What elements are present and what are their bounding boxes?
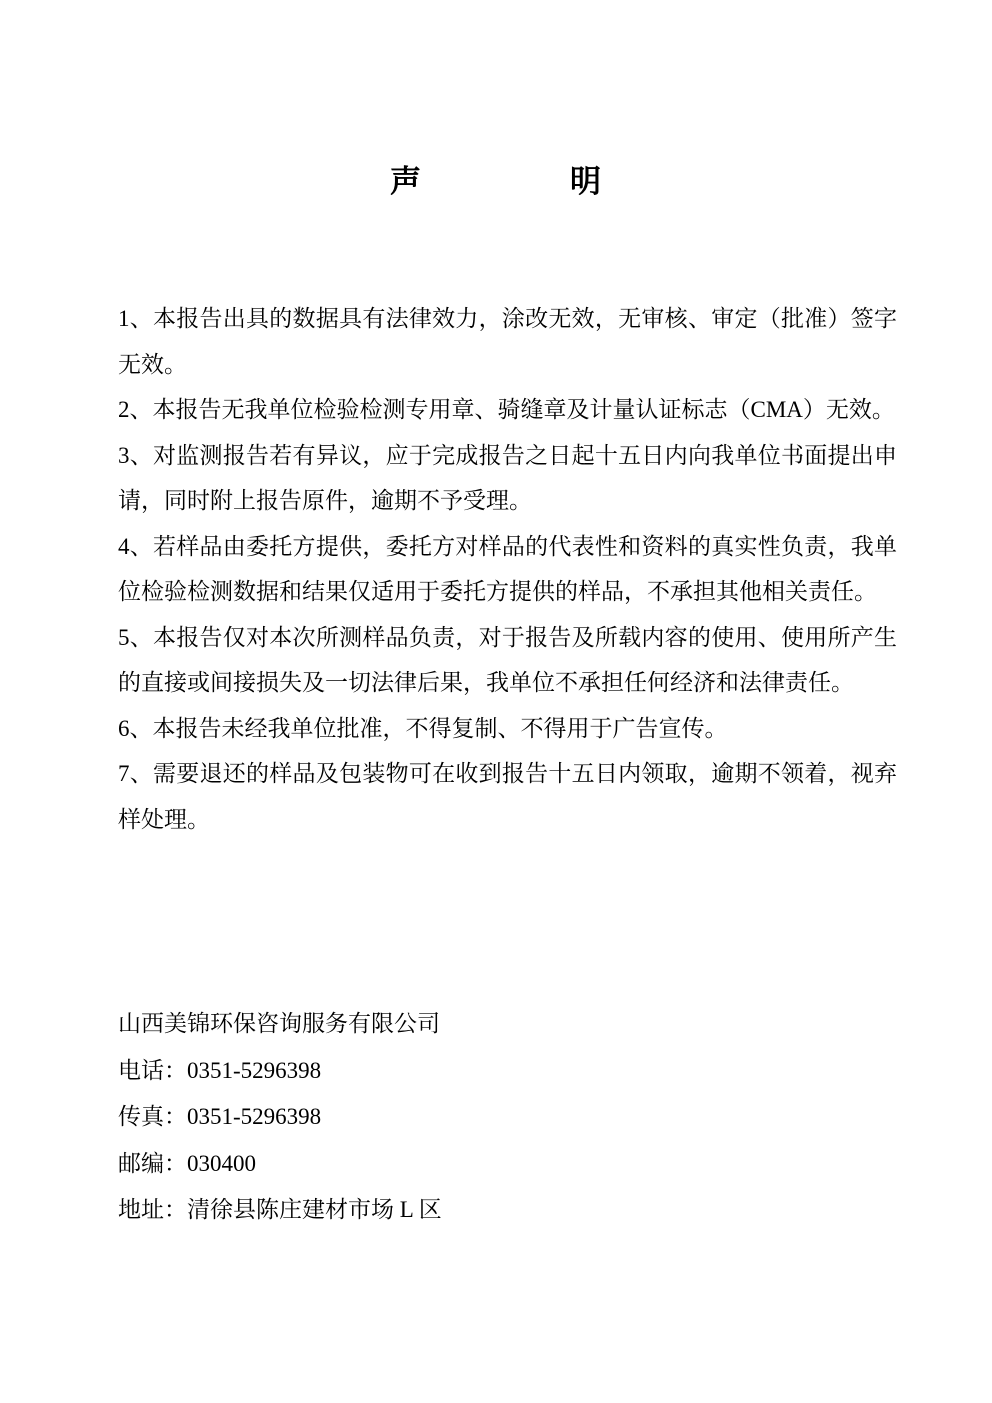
statement-item-7: 7、需要退还的样品及包装物可在收到报告十五日内领取，逾期不领着，视弃样处理。 (118, 761, 897, 832)
statement-item-3: 3、对监测报告若有异议，应于完成报告之日起十五日内向我单位书面提出申请，同时附上报告原件，逾期不予受理。 (118, 442, 897, 513)
page-title (0, 156, 992, 201)
contact-line-address (118, 1187, 897, 1234)
statement-item-6: 6、本报告未经我单位批准，不得复制、不得用于广告宣传。 (118, 715, 728, 741)
contact-block (118, 1001, 897, 1234)
statement-item-1: 1、本报告出具的数据具有法律效力，涂改无效，无审核、审定（批准）签字无效。 (118, 306, 897, 377)
statement-item-4: 4、若样品由委托方提供，委托方对样品的代表性和资料的真实性负责，我单位检验检测数据和结果仅适用于委托方提供的样品，不承担其他相关责任。 (118, 533, 897, 604)
phone-label: 电话： (118, 1057, 187, 1083)
company-name: 山西美锦环保咨询服务有限公司 (118, 1011, 440, 1036)
statement-item-2: 2、本报告无我单位检验检测专用章、骑缝章及计量认证标志（CMA）无效。 (118, 397, 895, 422)
fax-value: 0351-5296398 (187, 1104, 322, 1129)
page-title-char-right: 明 (570, 164, 602, 199)
address-label: 地址： (118, 1197, 187, 1222)
phone-value: 0351-5296398 (187, 1057, 322, 1083)
fax-label: 传真： (118, 1104, 187, 1129)
postcode-value: 030400 (187, 1150, 256, 1176)
page-title-char-left: 声 (390, 164, 422, 199)
contact-line-fax (118, 1094, 897, 1141)
address-value: 清徐县陈庄建材市场 L 区 (187, 1197, 442, 1222)
contact-line-phone (118, 1048, 897, 1095)
postcode-label: 邮编： (118, 1150, 187, 1176)
contact-line-postcode (118, 1141, 897, 1188)
statements-list (118, 296, 897, 842)
statement-item-5: 5、本报告仅对本次所测样品负责，对于报告及所载内容的使用、使用所产生的直接或间接损失及一切法律后果，我单位不承担任何经济和法律责任。 (118, 624, 897, 695)
